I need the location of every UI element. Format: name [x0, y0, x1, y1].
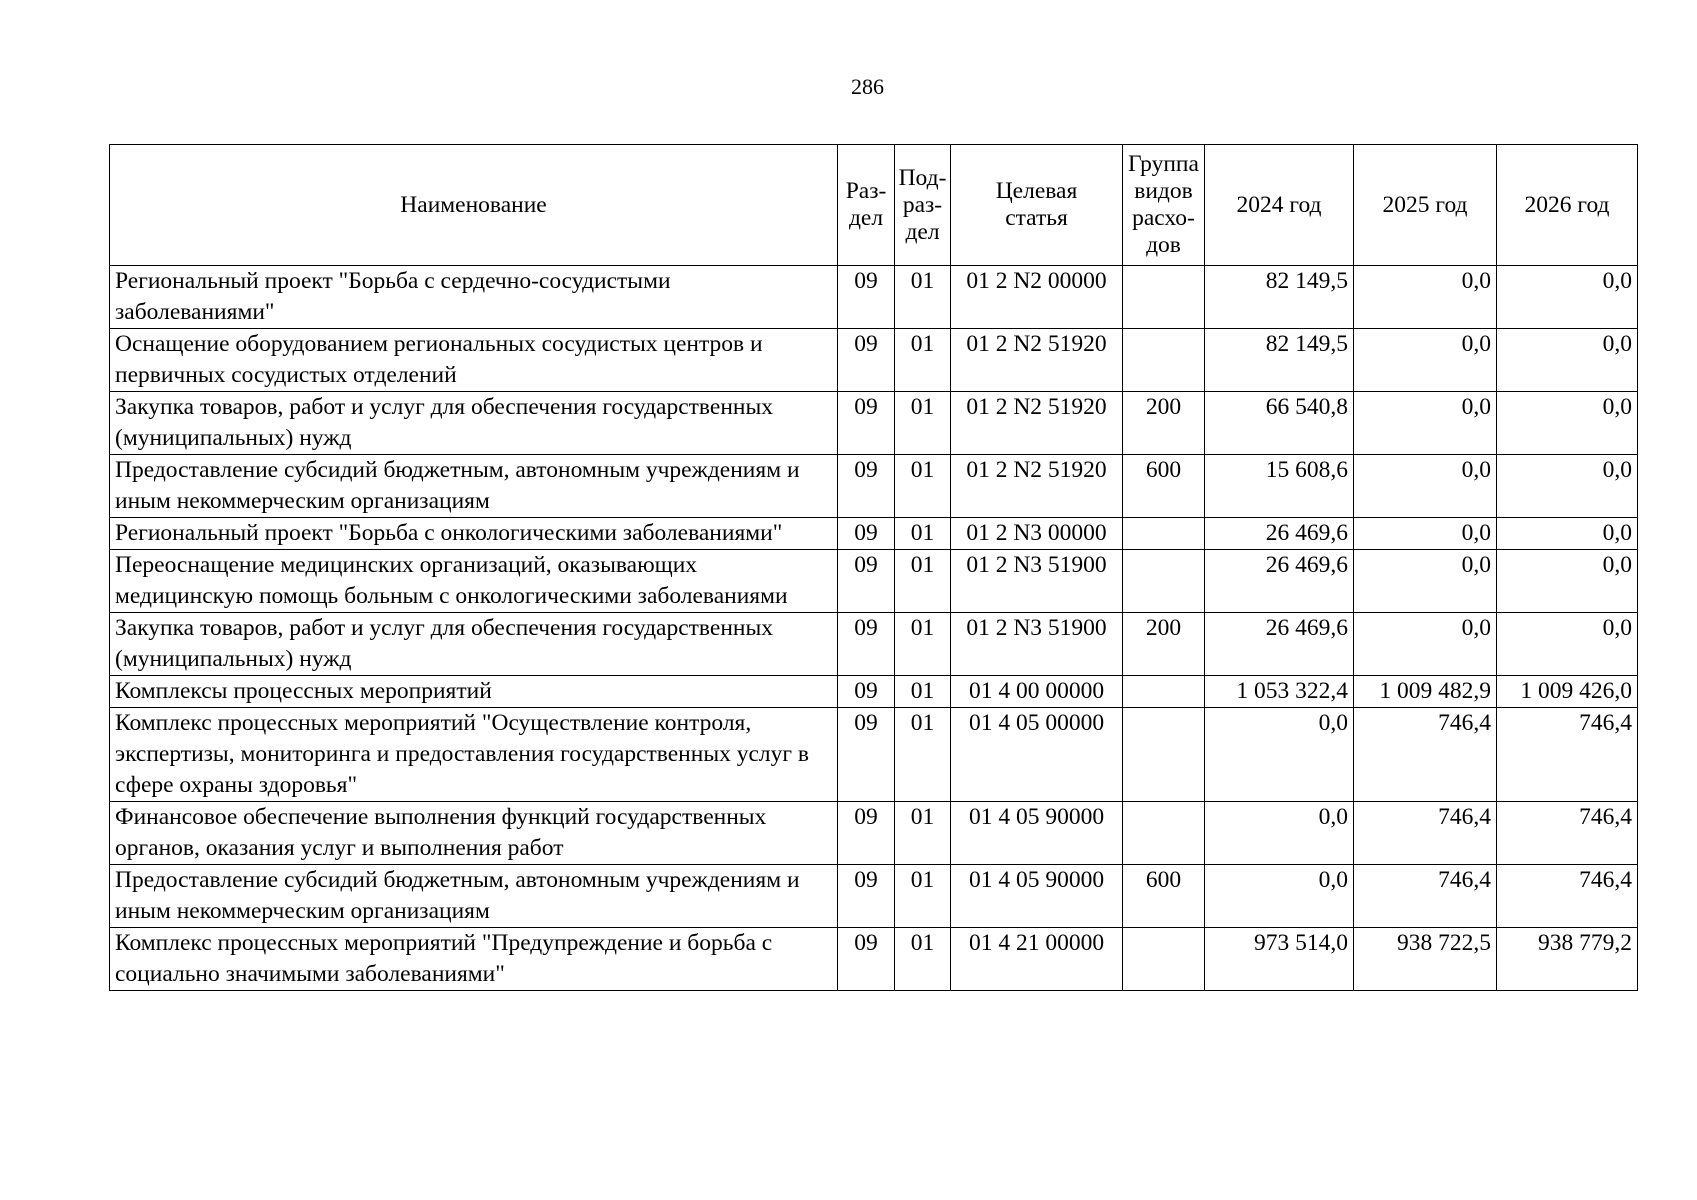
cell-section: 09: [838, 550, 895, 613]
cell-target-article: 01 4 05 90000: [951, 802, 1123, 865]
cell-2024: 26 469,6: [1205, 518, 1354, 550]
cell-2025: 0,0: [1354, 550, 1497, 613]
header-name: Наименование: [110, 145, 838, 266]
cell-expense-group: [1123, 550, 1205, 613]
cell-target-article: 01 4 05 00000: [951, 708, 1123, 802]
cell-name: Переоснащение медицинских организаций, оказывающих медицинскую помощь больным с онкологическими заболеваниями: [110, 550, 838, 613]
cell-subsection: 01: [895, 928, 951, 991]
cell-section: 09: [838, 329, 895, 392]
header-section: Раз- дел: [838, 145, 895, 266]
table-row: [110, 676, 1638, 708]
cell-subsection: 01: [895, 329, 951, 392]
cell-2025: 0,0: [1354, 392, 1497, 455]
cell-2024: 15 608,6: [1205, 455, 1354, 518]
cell-name: Предоставление субсидий бюджетным, автономным учреждениям и иным некоммерческим организациям: [110, 455, 838, 518]
cell-2026: 938 779,2: [1497, 928, 1638, 991]
cell-2025: 0,0: [1354, 329, 1497, 392]
cell-subsection: 01: [895, 518, 951, 550]
cell-expense-group: 600: [1123, 455, 1205, 518]
cell-2024: 82 149,5: [1205, 266, 1354, 329]
cell-2025: 0,0: [1354, 266, 1497, 329]
cell-target-article: 01 2 N3 51900: [951, 550, 1123, 613]
cell-expense-group: [1123, 518, 1205, 550]
cell-section: 09: [838, 802, 895, 865]
cell-name: Региональный проект "Борьба с онкологическими заболеваниями": [110, 518, 838, 550]
cell-subsection: 01: [895, 266, 951, 329]
cell-target-article: 01 2 N2 51920: [951, 455, 1123, 518]
cell-name: Региональный проект "Борьба с сердечно-сосудистыми заболеваниями": [110, 266, 838, 329]
cell-name: Комплекс процессных мероприятий "Предупреждение и борьба с социально значимыми заболеваниями": [110, 928, 838, 991]
cell-2024: 0,0: [1205, 708, 1354, 802]
cell-target-article: 01 2 N3 00000: [951, 518, 1123, 550]
cell-target-article: 01 2 N3 51900: [951, 613, 1123, 676]
cell-2024: 82 149,5: [1205, 329, 1354, 392]
table-body: [110, 266, 1638, 991]
cell-subsection: 01: [895, 550, 951, 613]
table-row: [110, 708, 1638, 802]
cell-2025: 746,4: [1354, 865, 1497, 928]
cell-target-article: 01 2 N2 00000: [951, 266, 1123, 329]
cell-subsection: 01: [895, 802, 951, 865]
cell-expense-group: [1123, 676, 1205, 708]
budget-table: [109, 144, 1638, 991]
cell-2024: 0,0: [1205, 802, 1354, 865]
cell-2025: 746,4: [1354, 708, 1497, 802]
cell-2026: 0,0: [1497, 392, 1638, 455]
cell-2024: 26 469,6: [1205, 550, 1354, 613]
cell-target-article: 01 4 21 00000: [951, 928, 1123, 991]
cell-subsection: 01: [895, 392, 951, 455]
table-row: [110, 865, 1638, 928]
table-row: [110, 550, 1638, 613]
cell-2025: 0,0: [1354, 613, 1497, 676]
cell-section: 09: [838, 266, 895, 329]
header-expense-group: Группа видов расхо- дов: [1123, 145, 1205, 266]
cell-2024: 0,0: [1205, 865, 1354, 928]
cell-section: 09: [838, 455, 895, 518]
cell-name: Закупка товаров, работ и услуг для обеспечения государственных (муниципальных) нужд: [110, 613, 838, 676]
cell-2025: 746,4: [1354, 802, 1497, 865]
cell-section: 09: [838, 518, 895, 550]
cell-subsection: 01: [895, 708, 951, 802]
header-2025: 2025 год: [1354, 145, 1497, 266]
cell-name: Оснащение оборудованием региональных сосудистых центров и первичных сосудистых отделений: [110, 329, 838, 392]
cell-target-article: 01 4 00 00000: [951, 676, 1123, 708]
cell-target-article: 01 2 N2 51920: [951, 392, 1123, 455]
table-row: [110, 266, 1638, 329]
cell-2026: 746,4: [1497, 802, 1638, 865]
cell-expense-group: 600: [1123, 865, 1205, 928]
table-row: [110, 928, 1638, 991]
cell-name: Финансовое обеспечение выполнения функций государственных органов, оказания услуг и выполнения работ: [110, 802, 838, 865]
cell-target-article: 01 4 05 90000: [951, 865, 1123, 928]
page-number: 286: [851, 74, 884, 99]
cell-2026: 0,0: [1497, 613, 1638, 676]
cell-2025: 938 722,5: [1354, 928, 1497, 991]
cell-section: 09: [838, 708, 895, 802]
cell-target-article: 01 2 N2 51920: [951, 329, 1123, 392]
cell-section: 09: [838, 865, 895, 928]
cell-subsection: 01: [895, 613, 951, 676]
table-row: [110, 455, 1638, 518]
cell-2024: 66 540,8: [1205, 392, 1354, 455]
header-subsection: Под- раз- дел: [895, 145, 951, 266]
cell-2024: 973 514,0: [1205, 928, 1354, 991]
cell-section: 09: [838, 392, 895, 455]
cell-2026: 0,0: [1497, 329, 1638, 392]
cell-section: 09: [838, 928, 895, 991]
cell-2026: 0,0: [1497, 266, 1638, 329]
cell-2026: 746,4: [1497, 708, 1638, 802]
header-2024: 2024 год: [1205, 145, 1354, 266]
cell-2025: 0,0: [1354, 518, 1497, 550]
table-row: [110, 392, 1638, 455]
cell-expense-group: [1123, 329, 1205, 392]
cell-2024: 1 053 322,4: [1205, 676, 1354, 708]
cell-expense-group: 200: [1123, 392, 1205, 455]
cell-2026: 746,4: [1497, 865, 1638, 928]
cell-subsection: 01: [895, 865, 951, 928]
header-target-article: Целевая статья: [951, 145, 1123, 266]
cell-name: Закупка товаров, работ и услуг для обеспечения государственных (муниципальных) нужд: [110, 392, 838, 455]
cell-name: Предоставление субсидий бюджетным, автономным учреждениям и иным некоммерческим организациям: [110, 865, 838, 928]
cell-section: 09: [838, 613, 895, 676]
cell-expense-group: [1123, 266, 1205, 329]
table-row: [110, 329, 1638, 392]
table-row: [110, 518, 1638, 550]
cell-subsection: 01: [895, 455, 951, 518]
cell-2026: 0,0: [1497, 455, 1638, 518]
cell-expense-group: [1123, 802, 1205, 865]
cell-name: Комплекс процессных мероприятий "Осуществление контроля, экспертизы, мониторинга и предоставления государственных услуг в сфере охраны здоровья": [110, 708, 838, 802]
cell-expense-group: [1123, 928, 1205, 991]
cell-2025: 0,0: [1354, 455, 1497, 518]
cell-2026: 0,0: [1497, 518, 1638, 550]
table-header-row: [110, 145, 1638, 266]
cell-expense-group: 200: [1123, 613, 1205, 676]
table-row: [110, 802, 1638, 865]
cell-2024: 26 469,6: [1205, 613, 1354, 676]
cell-expense-group: [1123, 708, 1205, 802]
table-row: [110, 613, 1638, 676]
cell-section: 09: [838, 676, 895, 708]
header-2026: 2026 год: [1497, 145, 1638, 266]
cell-2026: 0,0: [1497, 550, 1638, 613]
cell-name: Комплексы процессных мероприятий: [110, 676, 838, 708]
cell-subsection: 01: [895, 676, 951, 708]
cell-2026: 1 009 426,0: [1497, 676, 1638, 708]
cell-2025: 1 009 482,9: [1354, 676, 1497, 708]
